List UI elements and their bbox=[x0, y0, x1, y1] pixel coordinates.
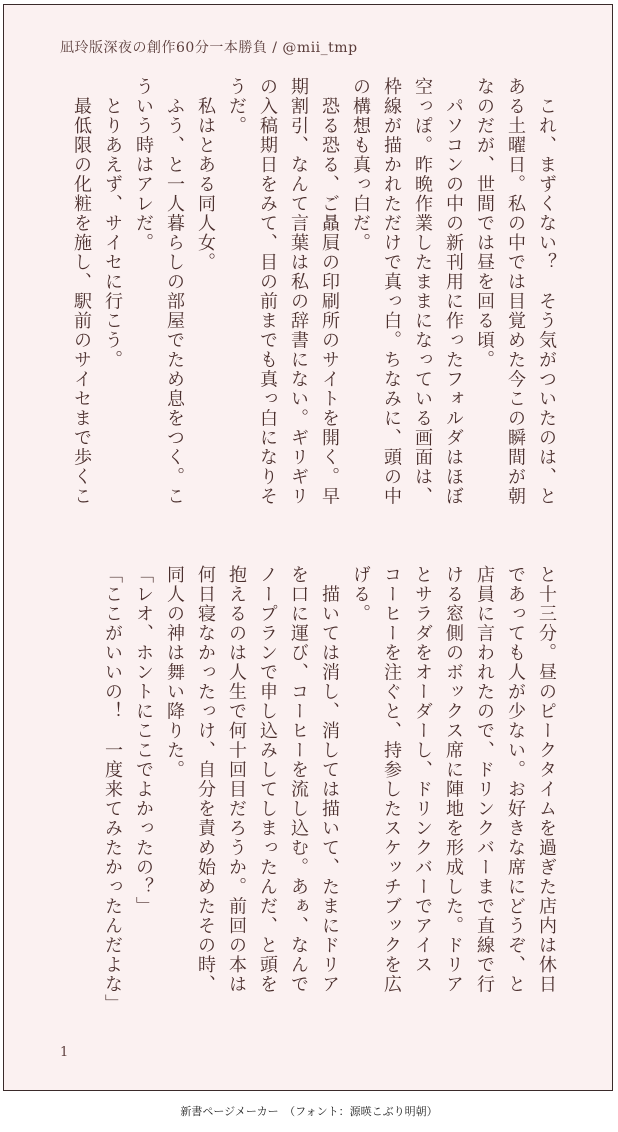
footer-credit: 新書ページメーカー （フォント：源暎こぶり明朝） bbox=[180, 1105, 438, 1118]
text-line: を口に運び、コーヒーを流し込む。あぁ、なんで bbox=[288, 565, 309, 994]
text-line: ある土曜日。私の中では目覚めた今この瞬間が朝 bbox=[505, 77, 526, 506]
text-line: 店員に言われたので、ドリンクバーまで直線で行 bbox=[474, 565, 495, 994]
manuscript-page bbox=[3, 4, 613, 1091]
text-line: ノープランで申し込みしてしまったんだ、と頭を bbox=[257, 565, 278, 994]
text-line: 抱えるのは人生で何十回目だろうか。前回の本は bbox=[226, 565, 247, 994]
text-line: 「レオ、ホントにここでよかったの？」 bbox=[133, 565, 154, 916]
text-line: コーヒーを注ぐと、持参したスケッチブックを広 bbox=[381, 565, 402, 994]
text-line: ける窓側のボックス席に陣地を形成した。ドリア bbox=[443, 565, 464, 994]
text-line: ふう、と一人暮らしの部屋でため息をつく。こ bbox=[164, 77, 185, 506]
text-line: 最低限の化粧を施し、駅前のサイセまで歩くこ bbox=[71, 77, 92, 506]
page-number: 1 bbox=[60, 1045, 69, 1060]
text-line: 私はとある同人女。 bbox=[195, 77, 216, 272]
text-line: ういう時はアレだ。 bbox=[133, 77, 154, 253]
text-line: げる。 bbox=[350, 565, 371, 624]
text-line: パソコンの中の新刊用に作ったフォルダはほぼ bbox=[443, 77, 464, 506]
text-line: の入稿期日をみて、目の前までも真っ白になりそ bbox=[257, 77, 278, 506]
text-line: 空っぽ。昨晩作業したままになっている画面は、 bbox=[412, 77, 433, 506]
text-line: とりあえず、サイセに行こう。 bbox=[102, 77, 123, 370]
text-line: 期割引、なんて言葉は私の辞書にない。ギリギリ bbox=[288, 77, 309, 506]
text-line: うだ。 bbox=[226, 77, 247, 136]
text-line: 何日寝なかったっけ、自分を責め始めたその時、 bbox=[195, 565, 216, 994]
text-line: と十三分。昼のピークタイムを過ぎた店内は休日 bbox=[536, 565, 557, 994]
text-line: 描いては消し、消しては描いて、たまにドリア bbox=[319, 565, 340, 994]
text-line: 「ここがいいの！ 一度来てみたかったんだよな」 bbox=[102, 565, 123, 1014]
text-line: 恐る恐る、ご贔屓の印刷所のサイトを開く。早 bbox=[319, 77, 340, 506]
text-line: なのだが、世間では昼を回る頃。 bbox=[474, 77, 495, 370]
text-line: とサラダをオーダーし、ドリンクバーでアイス bbox=[412, 565, 433, 975]
text-block-upper bbox=[66, 77, 562, 537]
text-line: の構想も真っ白だ。 bbox=[350, 77, 371, 253]
page-header-title: 凪玲版深夜の創作60分一本勝負 / @mii_tmp bbox=[60, 40, 358, 56]
text-line: であっても人が少ない。お好きな席にどうぞ、と bbox=[505, 565, 526, 994]
text-line: 枠線が描かれただけで真っ白。ちなみに、頭の中 bbox=[381, 77, 402, 506]
text-line: 同人の神は舞い降りた。 bbox=[164, 565, 185, 780]
text-line: これ、まずくない？ そう気がついたのは、と bbox=[536, 77, 557, 506]
text-block-lower bbox=[97, 565, 562, 1025]
